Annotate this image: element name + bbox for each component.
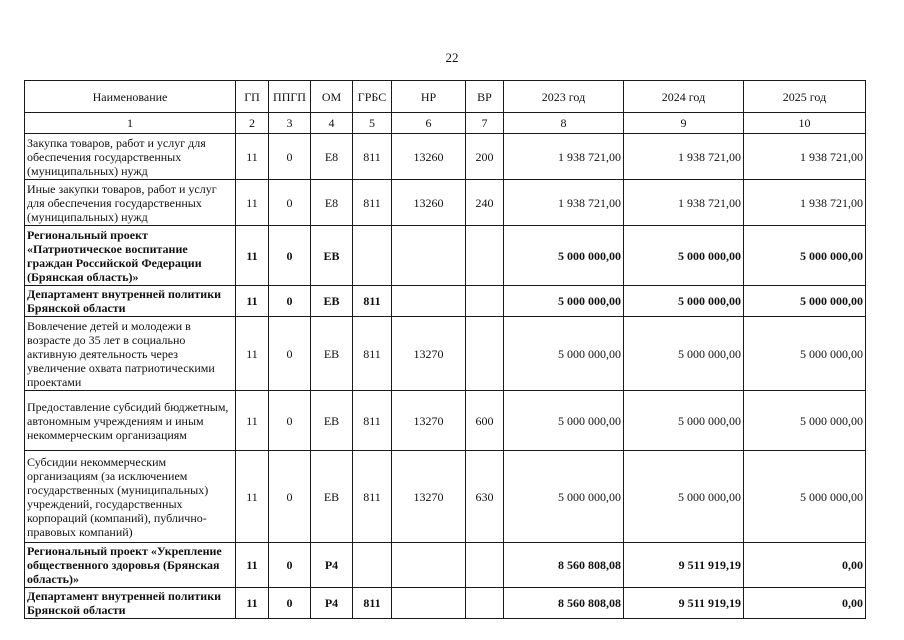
gp-cell: 11 (236, 226, 269, 286)
amount-2023-cell: 5 000 000,00 (504, 226, 624, 286)
amount-2023-cell: 8 560 808,08 (504, 588, 624, 619)
amount-2024-cell: 5 000 000,00 (624, 391, 744, 451)
vr-cell (466, 317, 504, 391)
table-row (25, 317, 866, 391)
table-row (25, 588, 866, 619)
om-cell: P4 (311, 543, 353, 588)
vr-cell: 240 (466, 180, 504, 226)
grbs-cell: 811 (353, 134, 392, 180)
amount-2023-cell: 1 938 721,00 (504, 180, 624, 226)
om-cell: EB (311, 317, 353, 391)
table-row (25, 451, 866, 543)
grbs-cell (353, 226, 392, 286)
amount-2023-cell: 5 000 000,00 (504, 317, 624, 391)
gp-cell: 11 (236, 134, 269, 180)
amount-2023-cell: 5 000 000,00 (504, 391, 624, 451)
amount-2025-cell: 5 000 000,00 (744, 451, 866, 543)
column-number-cell: 6 (392, 113, 466, 134)
om-cell: E8 (311, 180, 353, 226)
amount-2024-cell: 5 000 000,00 (624, 451, 744, 543)
amount-2025-cell: 0,00 (744, 543, 866, 588)
column-number-cell: 4 (311, 113, 353, 134)
amount-2025-cell: 5 000 000,00 (744, 391, 866, 451)
grbs-cell (353, 543, 392, 588)
amount-2025-cell: 5 000 000,00 (744, 226, 866, 286)
amount-2025-cell: 0,00 (744, 588, 866, 619)
vr-cell: 200 (466, 134, 504, 180)
nr-cell (392, 226, 466, 286)
ppgp-cell: 0 (269, 391, 311, 451)
ppgp-cell: 0 (269, 543, 311, 588)
ppgp-cell: 0 (269, 286, 311, 317)
row-name-cell: Предоставление субсидий бюджетным, автономным учреждениям и иным некоммерческим организациям (25, 391, 236, 451)
amount-2023-cell: 1 938 721,00 (504, 134, 624, 180)
nr-cell: 13270 (392, 451, 466, 543)
column-number-cell: 10 (744, 113, 866, 134)
grbs-cell: 811 (353, 286, 392, 317)
grbs-cell: 811 (353, 317, 392, 391)
gp-cell: 11 (236, 180, 269, 226)
column-number-cell: 5 (353, 113, 392, 134)
table-row (25, 543, 866, 588)
row-name-cell: Закупка товаров, работ и услуг для обеспечения государственных (муниципальных) нужд (25, 134, 236, 180)
vr-cell: 630 (466, 451, 504, 543)
row-name-cell: Вовлечение детей и молодежи в возрасте до 35 лет в социально активную деятельность через увеличение охвата патриотическими проектами (25, 317, 236, 391)
vr-cell (466, 286, 504, 317)
ppgp-cell: 0 (269, 588, 311, 619)
vr-cell: 600 (466, 391, 504, 451)
header-cell-grbs: ГРБС (353, 81, 392, 113)
amount-2023-cell: 5 000 000,00 (504, 286, 624, 317)
nr-cell (392, 286, 466, 317)
gp-cell: 11 (236, 317, 269, 391)
amount-2024-cell: 1 938 721,00 (624, 180, 744, 226)
column-number-cell: 9 (624, 113, 744, 134)
amount-2024-cell: 5 000 000,00 (624, 226, 744, 286)
column-number-cell: 2 (236, 113, 269, 134)
amount-2024-cell: 9 511 919,19 (624, 543, 744, 588)
nr-cell: 13260 (392, 134, 466, 180)
header-cell-gp: ГП (236, 81, 269, 113)
row-name-cell: Региональный проект «Патриотическое воспитание граждан Российской Федерации (Брянская область)» (25, 226, 236, 286)
row-name-cell: Региональный проект «Укрепление общественного здоровья (Брянская область)» (25, 543, 236, 588)
table-row (25, 286, 866, 317)
amount-2025-cell: 5 000 000,00 (744, 317, 866, 391)
amount-2024-cell: 1 938 721,00 (624, 134, 744, 180)
row-name-cell: Департамент внутренней политики Брянской области (25, 286, 236, 317)
nr-cell: 13260 (392, 180, 466, 226)
column-number-cell: 1 (25, 113, 236, 134)
column-number-cell: 3 (269, 113, 311, 134)
grbs-cell: 811 (353, 451, 392, 543)
table-row (25, 180, 866, 226)
column-number-cell: 7 (466, 113, 504, 134)
ppgp-cell: 0 (269, 180, 311, 226)
amount-2025-cell: 5 000 000,00 (744, 286, 866, 317)
amount-2025-cell: 1 938 721,00 (744, 134, 866, 180)
column-number-row (25, 113, 866, 134)
header-cell-vr: ВР (466, 81, 504, 113)
om-cell: EB (311, 391, 353, 451)
vr-cell (466, 226, 504, 286)
gp-cell: 11 (236, 451, 269, 543)
amount-2024-cell: 5 000 000,00 (624, 286, 744, 317)
header-cell-name: Наименование (25, 81, 236, 113)
column-number-cell: 8 (504, 113, 624, 134)
gp-cell: 11 (236, 543, 269, 588)
header-cell-ppgp: ППГП (269, 81, 311, 113)
gp-cell: 11 (236, 588, 269, 619)
header-cell-2025: 2025 год (744, 81, 866, 113)
nr-cell: 13270 (392, 391, 466, 451)
om-cell: P4 (311, 588, 353, 619)
vr-cell (466, 588, 504, 619)
header-cell-2024: 2024 год (624, 81, 744, 113)
amount-2024-cell: 5 000 000,00 (624, 317, 744, 391)
table-row (25, 226, 866, 286)
gp-cell: 11 (236, 391, 269, 451)
grbs-cell: 811 (353, 180, 392, 226)
nr-cell: 13270 (392, 317, 466, 391)
gp-cell: 11 (236, 286, 269, 317)
ppgp-cell: 0 (269, 451, 311, 543)
header-cell-om: ОМ (311, 81, 353, 113)
header-cell-nr: НР (392, 81, 466, 113)
om-cell: EB (311, 451, 353, 543)
om-cell: EB (311, 226, 353, 286)
row-name-cell: Иные закупки товаров, работ и услуг для обеспечения государственных (муниципальных) нужд (25, 180, 236, 226)
row-name-cell: Департамент внутренней политики Брянской области (25, 588, 236, 619)
amount-2023-cell: 8 560 808,08 (504, 543, 624, 588)
grbs-cell: 811 (353, 391, 392, 451)
nr-cell (392, 543, 466, 588)
ppgp-cell: 0 (269, 134, 311, 180)
table-row (25, 391, 866, 451)
page-number: 22 (445, 50, 459, 65)
budget-table (24, 80, 866, 619)
header-row (25, 81, 866, 113)
amount-2025-cell: 1 938 721,00 (744, 180, 866, 226)
nr-cell (392, 588, 466, 619)
om-cell: E8 (311, 134, 353, 180)
amount-2023-cell: 5 000 000,00 (504, 451, 624, 543)
vr-cell (466, 543, 504, 588)
row-name-cell: Субсидии некоммерческим организациям (за исключением государственных (муниципальных) учреждений, государственных корпораций (компаний), публично-правовых компаний) (25, 451, 236, 543)
om-cell: EB (311, 286, 353, 317)
amount-2024-cell: 9 511 919,19 (624, 588, 744, 619)
ppgp-cell: 0 (269, 226, 311, 286)
header-cell-2023: 2023 год (504, 81, 624, 113)
table-row (25, 134, 866, 180)
grbs-cell: 811 (353, 588, 392, 619)
ppgp-cell: 0 (269, 317, 311, 391)
